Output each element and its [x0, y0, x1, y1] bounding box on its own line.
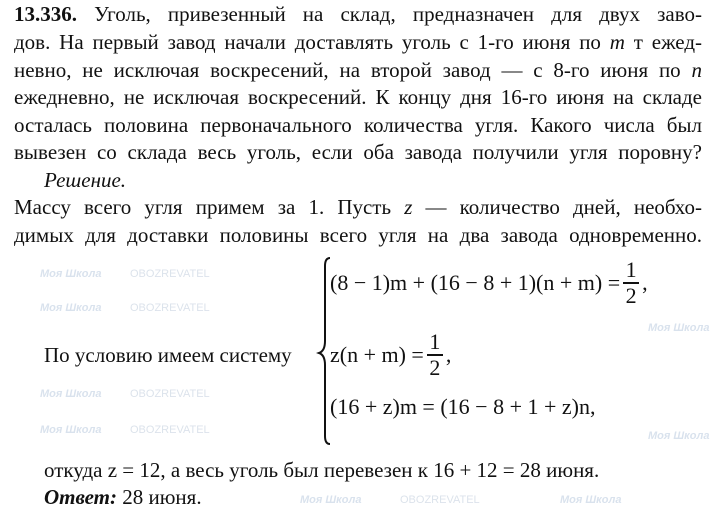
fraction-denominator: 2	[429, 354, 441, 380]
fraction-numerator: 1	[429, 329, 441, 354]
conclusion: откуда z = 12, а весь уголь был перевезен к 16 + 12 = 28 июня.	[44, 458, 600, 482]
answer: Ответ: 28 июня.	[44, 485, 202, 509]
comma: ,	[642, 269, 648, 295]
solution-line-2: димых для доставки половины всего угля на два завода одновременно.	[14, 223, 702, 247]
equation-2-row	[330, 330, 451, 380]
solution-line-1: Массу всего угля примем за 1. Пусть z — количество дней, необхо-	[14, 195, 702, 219]
problem-line-1: 13.336. Уголь, привезенный на склад, предназначен для двух заво-	[14, 2, 702, 26]
fraction-denominator: 2	[625, 282, 637, 308]
comma: ,	[445, 341, 452, 367]
fraction	[623, 258, 639, 308]
equation-2: z(n + m) =	[330, 341, 424, 367]
problem-number: 13.336.	[14, 2, 77, 26]
equation-3: (16 + z)m = (16 − 8 + 1 + z)n,	[330, 394, 596, 419]
problem-line-3: невно, не исключая воскресений, на второй завод — с 8-го июня по n	[14, 58, 702, 82]
problem-line-2: дов. На первый завод начали доставлять уголь с 1-го июня по m т ежед-	[14, 30, 703, 54]
system-label: По условию имеем систему	[44, 343, 292, 367]
problem-line-4: ежедневно, не исключая воскресений. К концу дня 16-го июня на складе	[14, 85, 702, 109]
equation-1-row	[330, 258, 648, 308]
solution-heading: Решение.	[44, 168, 127, 192]
fraction	[427, 330, 443, 380]
equation-3-row	[330, 394, 595, 420]
equation-1: (8 − 1)m + (16 − 8 + 1)(n + m) =	[330, 269, 621, 295]
problem-line-6: вывезен со склада весь уголь, если оба завода получили угля поровну?	[14, 140, 702, 164]
fraction-numerator: 1	[625, 257, 637, 282]
problem-line-5: осталась половина первоначального количества угля. Какого числа был	[14, 113, 702, 137]
